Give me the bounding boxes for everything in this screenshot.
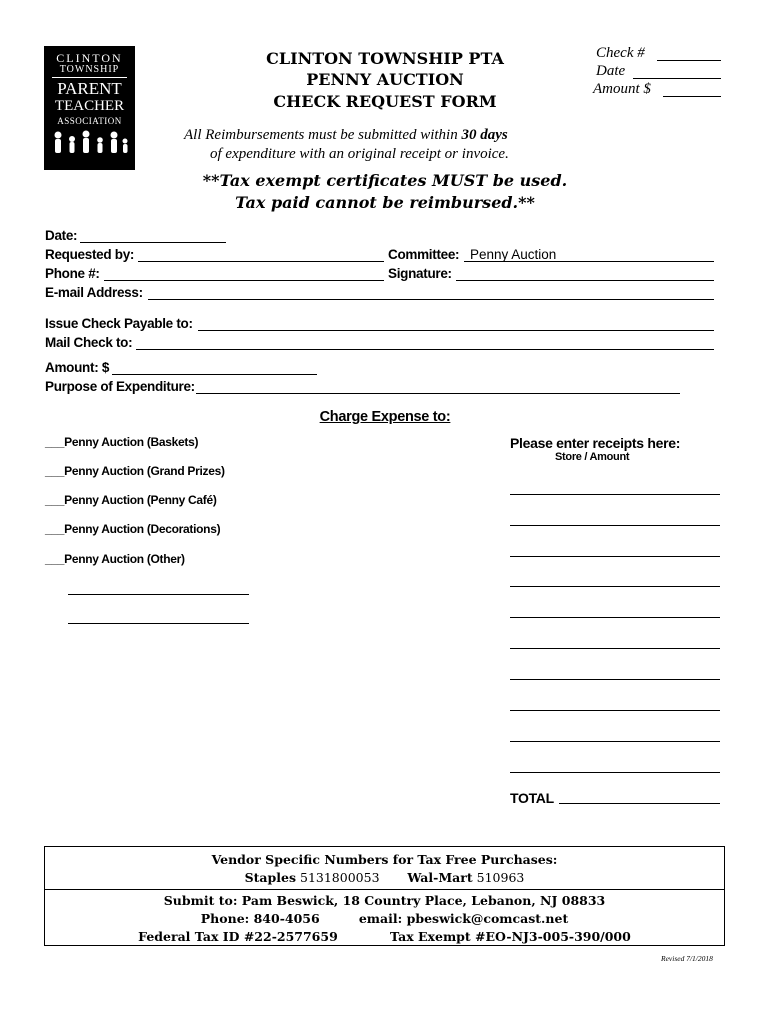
email-label: E-mail Address:	[45, 285, 143, 300]
check-amount-label: Amount $	[593, 81, 651, 97]
signature-label: Signature:	[388, 266, 452, 281]
requested-by-label: Requested by:	[45, 247, 135, 262]
amount-field[interactable]	[112, 374, 317, 375]
vendor-heading: Vendor Specific Numbers for Tax Free Purchases:	[211, 852, 558, 867]
revised-date: Revised 7/1/2018	[661, 954, 713, 963]
phone-field[interactable]	[104, 280, 384, 281]
logo-line-teacher: TEACHER	[54, 98, 125, 114]
submit-email: email: pbeswick@comcast.net	[358, 911, 569, 926]
requested-by-field[interactable]	[138, 261, 384, 262]
family-silhouette-icon	[44, 127, 135, 163]
amount-label: Amount: $	[45, 360, 110, 375]
form-title-line1: CLINTON TOWNSHIP PTA	[266, 49, 504, 68]
charge-option-other[interactable]: ___Penny Auction (Other)	[45, 552, 185, 566]
check-number-label: Check #	[596, 45, 645, 61]
charge-option-decorations[interactable]: ___Penny Auction (Decorations)	[45, 522, 221, 536]
payable-to-field[interactable]	[198, 330, 714, 331]
contact-line	[45, 911, 724, 926]
walmart-number: 510963	[476, 870, 525, 885]
reimbursement-notice-line2: of expenditure with an original receipt or invoice.	[210, 146, 509, 162]
check-amount-field[interactable]	[663, 96, 721, 97]
payable-to-label: Issue Check Payable to:	[45, 316, 193, 331]
receipts-subheading: Store / Amount	[555, 451, 630, 463]
receipt-line-6[interactable]	[510, 648, 720, 649]
mail-check-label: Mail Check to:	[45, 335, 133, 350]
check-date-label: Date	[596, 63, 626, 79]
purpose-label: Purpose of Expenditure:	[45, 379, 195, 394]
charge-option-grand-prizes[interactable]: ___Penny Auction (Grand Prizes)	[45, 464, 225, 478]
submit-to-line: Submit to: Pam Beswick, 18 Country Place, Lebanon, NJ 08833	[163, 893, 606, 908]
receipt-line-7[interactable]	[510, 679, 720, 680]
email-field[interactable]	[148, 299, 714, 300]
form-title-line3: CHECK REQUEST FORM	[273, 92, 497, 111]
logo-line-clinton: CLINTON	[56, 51, 123, 65]
receipts-heading: Please enter receipts here:	[510, 435, 681, 451]
vendor-info-box	[44, 846, 725, 946]
logo-line-association: ASSOCIATION	[57, 116, 122, 126]
federal-tax-id: Federal Tax ID #22-2577659	[138, 929, 338, 944]
check-date-field[interactable]	[633, 78, 721, 79]
charge-expense-heading: Charge Expense to:	[319, 409, 451, 425]
logo-line-township: TOWNSHIP	[59, 64, 120, 75]
check-number-field[interactable]	[657, 60, 721, 61]
walmart-label: Wal-Mart	[407, 870, 473, 885]
tax-warning-line1: **Tax exempt certificates MUST be used.	[202, 171, 568, 190]
pta-logo	[44, 46, 135, 170]
purpose-field[interactable]	[196, 393, 680, 394]
tax-exempt-number: Tax Exempt #EO-NJ3-005-390/000	[390, 929, 631, 944]
receipt-line-1[interactable]	[510, 494, 720, 495]
thirty-days-bold: 30 days	[461, 127, 508, 143]
other-expense-line-1[interactable]	[68, 594, 249, 595]
staples-label: Staples	[244, 870, 297, 885]
receipt-line-8[interactable]	[510, 710, 720, 711]
tax-line	[45, 929, 724, 944]
submit-phone: Phone: 840-4056	[200, 911, 320, 926]
total-field[interactable]	[559, 803, 720, 804]
signature-field[interactable]	[456, 280, 714, 281]
receipt-line-5[interactable]	[510, 617, 720, 618]
receipt-line-4[interactable]	[510, 586, 720, 587]
reimbursement-notice-line1: All Reimbursements must be submitted within 30 days	[184, 127, 508, 143]
form-title-line2: PENNY AUCTION	[306, 70, 464, 89]
logo-line-parent: PARENT	[57, 79, 122, 98]
date-field[interactable]	[80, 242, 226, 243]
receipt-line-10[interactable]	[510, 772, 720, 773]
phone-label: Phone #:	[45, 266, 100, 281]
staples-number: 5131800053	[300, 870, 380, 885]
date-label: Date:	[45, 228, 78, 243]
charge-option-baskets[interactable]: ___Penny Auction (Baskets)	[45, 435, 199, 449]
receipt-line-9[interactable]	[510, 741, 720, 742]
tax-warning-line2: Tax paid cannot be reimbursed.**	[235, 193, 535, 212]
receipt-line-2[interactable]	[510, 525, 720, 526]
committee-label: Committee:	[388, 247, 460, 262]
mail-check-field[interactable]	[136, 349, 714, 350]
other-expense-line-2[interactable]	[68, 623, 249, 624]
vendor-numbers	[45, 870, 724, 885]
total-label: TOTAL	[510, 790, 554, 806]
committee-value: Penny Auction	[470, 247, 557, 262]
receipt-line-3[interactable]	[510, 556, 720, 557]
charge-option-penny-cafe[interactable]: ___Penny Auction (Penny Café)	[45, 493, 217, 507]
